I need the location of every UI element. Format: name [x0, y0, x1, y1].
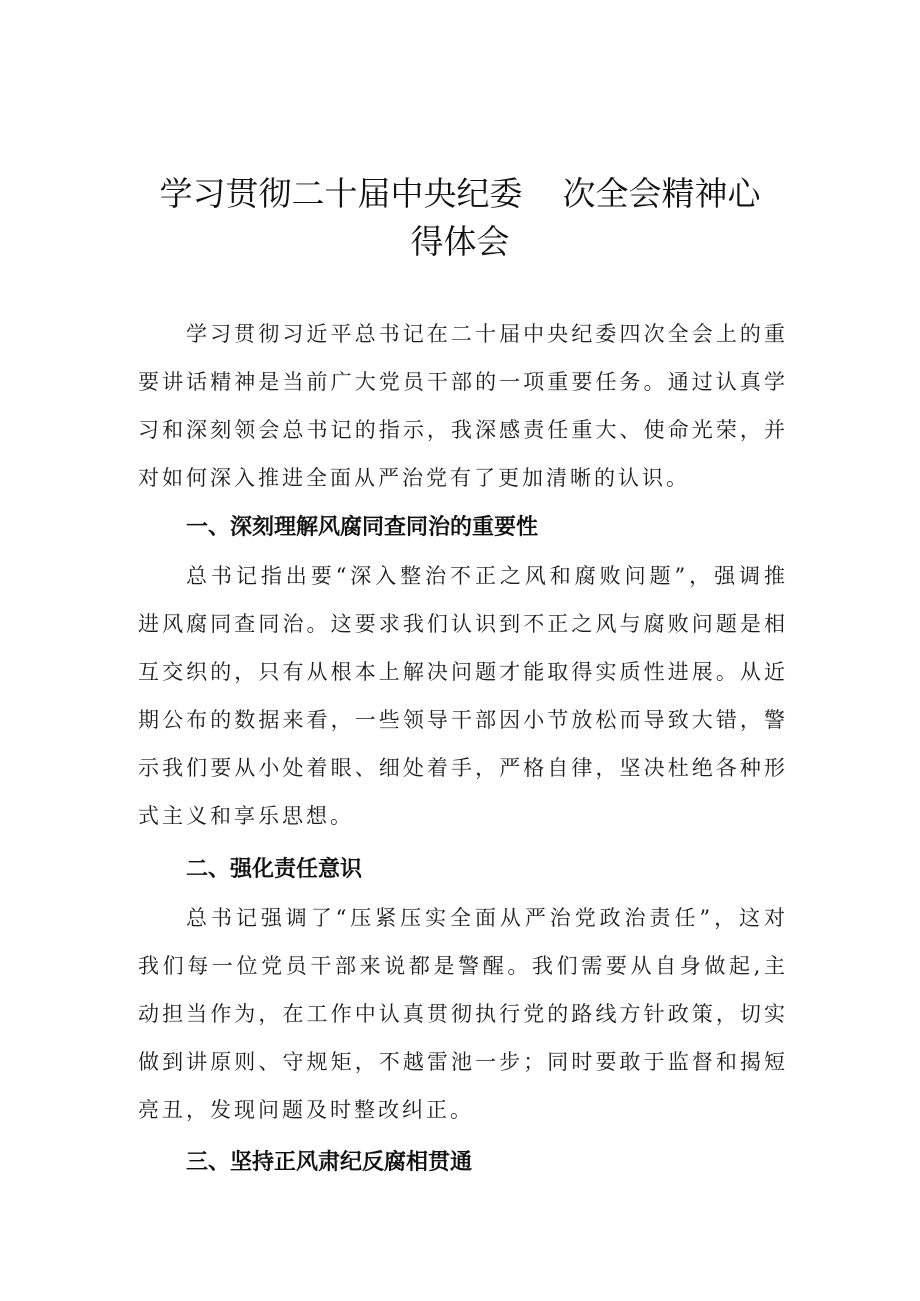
section-1-paragraph: 总书记指出要“深入整治不正之风和腐败问题”，强调推进风腐同查同治。这要求我们认识到不正之风与腐败问题是相互交织的，只有从根本上解决问题才能取得实质性进展。从近期公布的数据来看，一些领导干部因小节放松而导致大错，警示我们要从小处着眼、细处着手，严格自律，坚决杜绝各种形式主义和享乐思想。 — [138, 564, 788, 828]
section-1-heading: 一、深刻理解风腐同查同治的重要性 — [186, 515, 539, 540]
title-part-2: 次全会精神心 — [562, 174, 761, 213]
section-2-paragraph: 总书记强调了“压紧压实全面从严治党政治责任”，这对我们每一位党员干部来说都是警醒。我们需要从自身做起,主动担当作为，在工作中认真贯彻执行党的路线方针政策，切实做到讲原则、守规矩，不越雷池一步；同时要敢于监督和揭短亮丑，发现问题及时整改纠正。 — [138, 906, 788, 1122]
document-title-line-1 — [120, 174, 800, 214]
document-title-line-2: 得体会 — [410, 222, 510, 261]
intro-paragraph: 学习贯彻习近平总书记在二十届中央纪委四次全会上的重要讲话精神是当前广大党员干部的一项重要任务。通过认真学习和深刻领会总书记的指示，我深感责任重大、使命光荣，并对如何深入推进全面从严治党有了更加清晰的认识。 — [138, 322, 788, 490]
title-part-1: 学习贯彻二十届中央纪委 — [159, 174, 523, 213]
section-2-heading: 二、强化责任意识 — [186, 857, 363, 882]
section-3-heading: 三、坚持正风肃纪反腐相贯通 — [186, 1150, 473, 1175]
